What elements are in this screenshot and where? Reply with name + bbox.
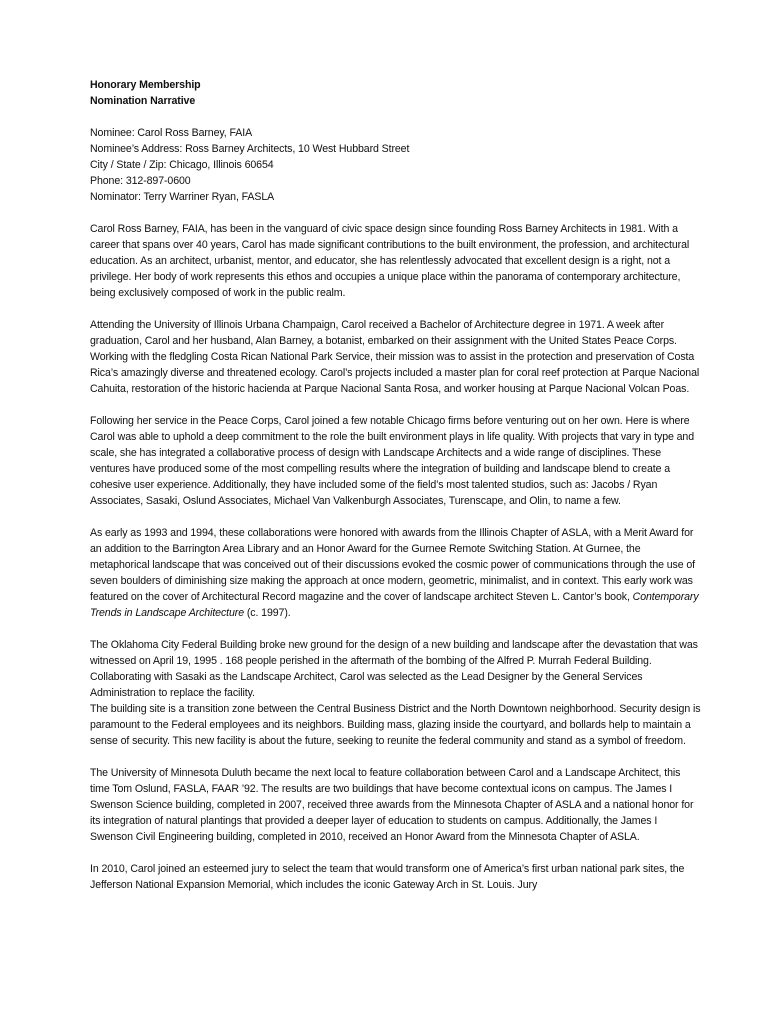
heading-subtitle: Nomination Narrative (90, 95, 196, 107)
paragraph-intro: Carol Ross Barney, FAIA, has been in the vanguard of civic space design since founding Ross Barney Architects in 1981. With a career that spans over 40 years, Carol has made significant contributions to the built environment, the profession, and architectural education. As an architect, urbanist, mentor, and educator, she has relentlessly advocated that excellent design is a right, not a privilege. Her body of work represents this ethos and occupies a unique place within the panorama of contemporary architecture, being exclusively composed of work in the public realm. (90, 223, 690, 299)
paragraph-asla-awards-text: As early as 1993 and 1994, these collaborations were honored with awards from the Illinois Chapter of ASLA, with a Merit Award for an addition to the Barrington Area Library and an Honor Award for the Gurnee Remote Switching Station. At Gurnee, the metaphorical landscape that was conceived out of their discussions evoked the cosmic power of communications through the use of seven boulders of diminishing size making the approach at once modern, geometric, minimalist, and in context. This early work was featured on the cover of Architectural Record magazine and the cover of landscape architect Steven L. Cantor’s book, (90, 527, 696, 603)
paragraph-minnesota-duluth: The University of Minnesota Duluth became the next local to feature collaboration between Carol and a Landscape Architect, this time Tom Oslund, FASLA, FAAR ’92. The results are two buildings that have become contextual icons on campus. The James I Swenson Science building, completed in 2007, received three awards from the Minnesota Chapter of ASLA and a national honor for its integration of natural plantings that provided a deeper layer of education to students on campus. Additionally, the James I Swenson Civil Engineering building, completed in 2010, received an Honor Award from the Minnesota Chapter of ASLA. (90, 767, 694, 843)
paragraph-asla-awards-end: (c. 1997). (244, 607, 291, 619)
heading-title: Honorary Membership (90, 79, 201, 91)
phone-line: Phone: 312-897-0600 (90, 175, 191, 187)
document-heading (90, 77, 702, 109)
book-title: Contemporary Trends in Landscape Architecture (90, 591, 699, 619)
nominee-address-line: Nominee’s Address: Ross Barney Architects, 10 West Hubbard Street (90, 143, 410, 155)
paragraph-building-site: The building site is a transition zone between the Central Business District and the North Downtown neighborhood. Security design is paramount to the Federal employees and its neighbors. Building mass, glazing inside the courtyard, and bollards help to maintain a sense of security. This new facility is about the future, seeking to reunite the federal community and stand as a symbol of freedom. (90, 703, 701, 747)
paragraph-oklahoma-city: The Oklahoma City Federal Building broke new ground for the design of a new building and landscape after the devastation that was witnessed on April 19, 1995 . 168 people perished in the aftermath of the bombing of the Alfred P. Murrah Federal Building. Collaborating with Sasaki as the Landscape Architect, Carol was selected as the Lead Designer by the General Services Administration to replace the facility. (90, 639, 698, 699)
paragraph-education-peace-corps: Attending the University of Illinois Urbana Champaign, Carol received a Bachelor of Architecture degree in 1971. A week after graduation, Carol and her husband, Alan Barney, a botanist, embarked on their assignment with the United States Peace Corps. Working with the fledgling Costa Rican National Park Service, their mission was to assist in the protection and preservation of Costa Rica’s amazingly diverse and threatened ecology. Carol’s projects included a master plan for coral reef protection at Parque Nacional Cahuita, restoration of the historic hacienda at Parque Nacional Santa Rosa, and worker housing at Parque Nacional Volcan Poas. (90, 319, 700, 395)
paragraph-chicago-firms: Following her service in the Peace Corps, Carol joined a few notable Chicago firms before venturing out on her own. Here is where Carol was able to uphold a deep commitment to the role the built environment plays in life quality. With projects that vary in type and scale, she has integrated a collaborative process of design with Landscape Architects and a wide range of disciplines. These ventures have produced some of the most compelling results where the integration of building and landscape blend to create a cohesive user experience. Additionally, they have included some of the field’s most talented studios, such as: Jacobs / Ryan Associates, Sasaki, Oslund Associates, Michael Van Valkenburgh Associates, Turenscape, and Olin, to name a few. (90, 415, 695, 507)
city-state-zip-line: City / State / Zip: Chicago, Illinois 60654 (90, 159, 274, 171)
paragraph-jury: In 2010, Carol joined an esteemed jury to select the team that would transform one of America’s first urban national park sites, the Jefferson National Expansion Memorial, which includes the iconic Gateway Arch in St. Louis. Jury (90, 863, 685, 891)
nominee-line: Nominee: Carol Ross Barney, FAIA (90, 127, 253, 139)
paragraph-asla-awards (90, 525, 702, 621)
nominee-info (90, 125, 702, 205)
nominator-line: Nominator: Terry Warriner Ryan, FASLA (90, 191, 275, 203)
document-page (90, 77, 702, 893)
